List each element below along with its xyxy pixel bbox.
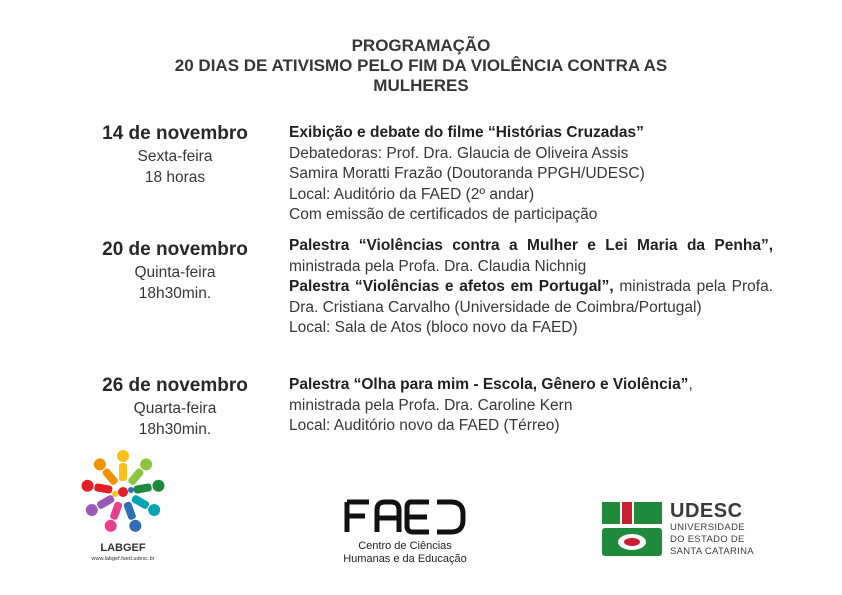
event-time: 18h30min. [138,421,212,438]
event-date-block [60,238,290,304]
talk-2-title: Palestra “Violências e afetos em Portugal”, [289,278,614,295]
event-weekday: Quarta-feira [133,400,217,417]
event-certificate-note: Com emissão de certificados de participação [289,206,598,223]
event-date: 26 de novembro [102,375,248,396]
talk-2 [289,277,773,318]
title-line-1: PROGRAMAÇÃO [351,36,491,55]
event-title: Exibição e debate do filme “Histórias Cruzadas” [289,124,644,141]
event-weekday: Sexta-feira [137,148,213,165]
labgef-people-icon [78,446,168,542]
title-line-3: MULHERES [373,76,469,95]
labgef-name: LABGEF [100,542,146,554]
udesc-name: UDESC [670,500,743,522]
labgef-url: www.labgef.faed.udesc.br [91,556,155,562]
title-line-2: 20 DIAS DE ATIVISMO PELO FIM DA VIOLÊNCIA CONTRA AS [174,56,668,75]
event-title: Palestra “Olha para mim - Escola, Gênero e Violência” [289,376,689,393]
event-speaker: ministrada pela Profa. Dra. Caroline Kern [289,396,573,414]
talk-1-speaker: ministrada pela Profa. Dra. Claudia Nichnig [289,257,587,275]
event-details [289,236,773,339]
event-date: 20 de novembro [102,239,248,260]
udesc-logo [600,500,775,565]
event-date: 14 de novembro [102,123,248,144]
udesc-line-1: UNIVERSIDADE [670,522,745,533]
udesc-emblem-icon [600,500,664,560]
event-location: Local: Sala de Atos (bloco novo da FAED) [289,319,578,336]
faed-wordmark-icon [325,496,485,536]
faed-logo [325,496,485,576]
event-weekday: Quinta-feira [134,264,216,281]
event-details [289,375,773,437]
event-date-block [60,374,290,440]
event-location: Local: Auditório novo da FAED (Térreo) [289,417,560,434]
event-debaters: Debatedoras: Prof. Dra. Glaucia de Oliveira Assis [289,144,629,162]
talk-2-speaker: ministrada pela Profa. Dra. Cristiana Carvalho (Universidade de Coimbra/Portugal) [289,278,773,316]
event-time: 18 horas [144,169,206,186]
talk-1 [289,236,773,277]
labgef-logo [78,446,168,566]
event-location: Local: Auditório da FAED (2º andar) [289,185,535,203]
udesc-line-2: DO ESTADO DE [670,534,745,545]
udesc-line-3: SANTA CATARINA [670,546,754,557]
event-debater-2: Samira Moratti Frazão (Doutoranda PPGH/UDESC) [289,165,645,182]
event-time: 18h30min. [138,285,212,302]
faed-subtitle-2: Humanas e da Educação [343,553,467,565]
event-title-comma: , [688,376,693,393]
event-date-block [60,122,290,188]
event-details [289,123,773,226]
faed-subtitle-1: Centro de Ciências [358,540,452,552]
talk-1-title: Palestra “Violências contra a Mulher e Lei Maria da Penha”, [289,237,773,254]
document-title [80,36,762,96]
